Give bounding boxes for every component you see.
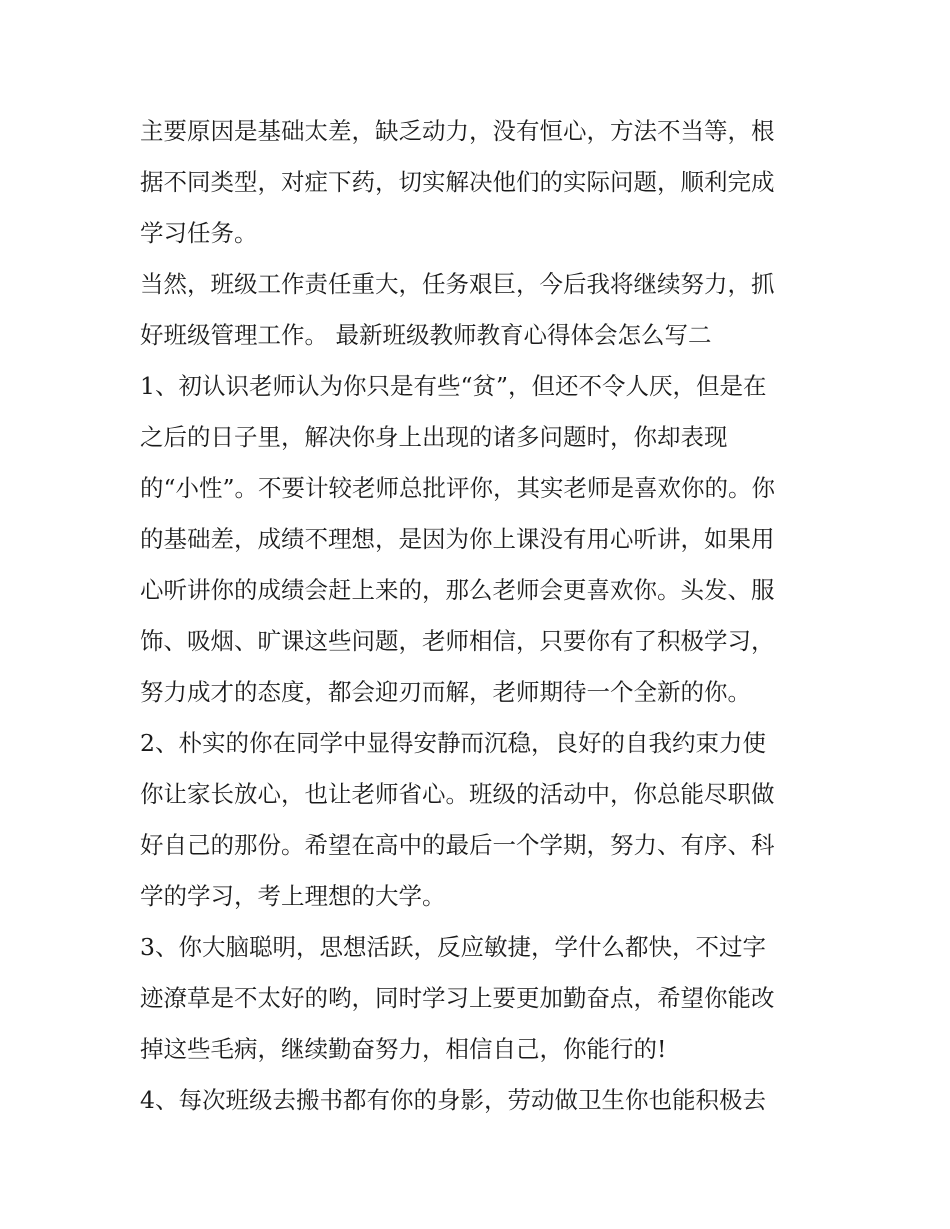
text-line-19: 掉这些毛病，继续勤奋努力，相信自己，你能行的! <box>140 1035 667 1063</box>
text-line-7: 之后的日子里，解决你身上出现的诸多问题时，你却表现 <box>140 423 728 451</box>
text-line-12: 努力成才的态度，都会迎刃而解，老师期待一个全新的你。 <box>140 678 751 706</box>
text-line-20: 4、每次班级去搬书都有你的身影，劳动做卫生你也能积极去 <box>140 1086 766 1114</box>
text-line-18: 迹潦草是不太好的哟，同时学习上要更加勤奋点，希望你能改 <box>140 984 775 1012</box>
text-line-9: 的基础差，成绩不理想，是因为你上课没有用心听讲，如果用 <box>140 525 775 553</box>
text-line-11: 饰、吸烟、旷课这些问题，老师相信，只要你有了积极学习， <box>140 627 775 655</box>
text-line-17: 3、你大脑聪明，思想活跃，反应敏捷，学什么都快，不过字 <box>140 933 766 961</box>
text-line-10: 心听讲你的成绩会赶上来的，那么老师会更喜欢你。头发、服 <box>140 576 775 604</box>
text-line-3: 学习任务。 <box>140 219 258 247</box>
text-line-14: 你让家长放心，也让老师省心。班级的活动中，你总能尽职做 <box>140 780 775 808</box>
text-line-1: 主要原因是基础太差，缺乏动力，没有恒心，方法不当等，根 <box>140 117 775 145</box>
text-line-2: 据不同类型，对症下药，切实解决他们的实际问题，顺利完成 <box>140 168 775 196</box>
text-line-16: 学的学习，考上理想的大学。 <box>140 882 446 910</box>
text-line-6: 1、初认识老师认为你只是有些“贫”，但还不令人厌，但是在 <box>140 372 767 400</box>
text-line-13: 2、朴实的你在同学中显得安静而沉稳，良好的自我约束力使 <box>140 729 766 757</box>
text-line-15: 好自己的那份。希望在高中的最后一个学期，努力、有序、科 <box>140 831 775 859</box>
text-line-4: 当然，班级工作责任重大，任务艰巨，今后我将继续努力，抓 <box>140 270 775 298</box>
text-line-5: 好班级管理工作。 最新班级教师教育心得体会怎么写二 <box>140 321 712 349</box>
body-text <box>140 106 820 1126</box>
text-line-8: 的“小性”。不要计较老师总批评你，其实老师是喜欢你的。你 <box>140 474 776 502</box>
